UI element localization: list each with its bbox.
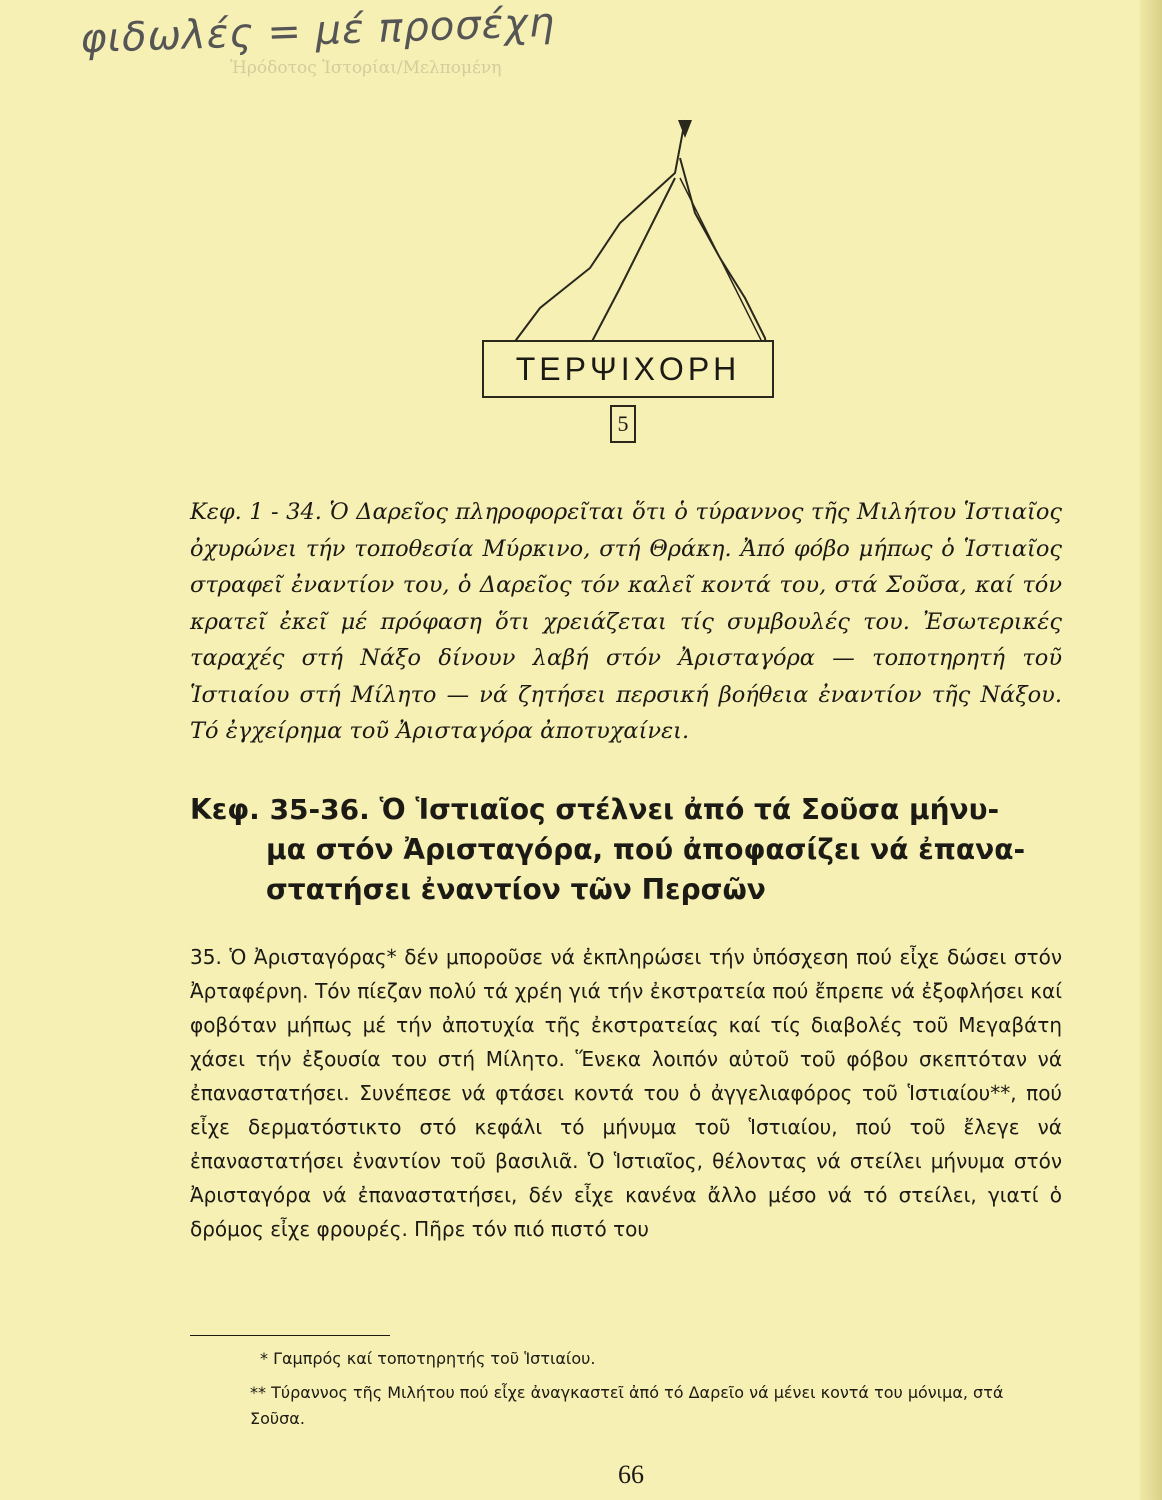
heading-line-3: στατήσει ἐναντίον τῶν Περσῶν [266, 873, 766, 906]
book-number: 5 [610, 405, 636, 443]
page-number: 66 [618, 1460, 644, 1489]
heading-line-1: Κεφ. 35-36. Ὁ Ἱστιαῖος στέλνει ἀπό τά Σοῦσα μήνυ- [190, 793, 1000, 826]
chapter-summary: Κεφ. 1 - 34. Ὁ Δαρεῖος πληροφορεῖται ὅτι ὁ τύραννος τῆς Μιλήτου Ἱστιαῖος ὀχυρώνει τήν τοποθεσία Μύρκινο, στή Θράκη. Ἀπό φόβο μήπως ὁ Ἱστιαῖος στραφεῖ ἐναντίον του, ὁ Δαρεῖος τόν καλεῖ κοντά του, στά Σοῦσα, καί τόν κρατεῖ ἐκεῖ μέ πρόφαση ὅτι χρειάζεται τίς συμβουλές του. Ἐσωτερικές ταραχές στή Νάξο δίνουν λαβή στόν Ἀρισταγόρα — τοποτηρητή τοῦ Ἱστιαίου στή Μίλητο — νά ζητήσει περσική βοήθεια ἐναντίον τῆς Νάξου. Τό ἐγχείρημα τοῦ Ἀρισταγόρα ἀποτυχαίνει. [190, 499, 1062, 744]
handwritten-note: φιδωλές = μέ προσέχη [79, 0, 557, 63]
heading-line-2: μα στόν Ἀρισταγόρα, πού ἀποφασίζει νά ἐπανα- [266, 833, 1026, 866]
footnote-divider [190, 1335, 390, 1336]
body-paragraph: 35. Ὁ Ἀρισταγόρας* δέν μποροῦσε νά ἐκπληρώσει τήν ὑπόσχεση πού εἶχε δώσει στόν Ἀρταφέρνη. Τόν πίεζαν πολύ τά χρέη γιά τήν ἐκστρατεία πού ἔπρεπε νά ἐξοφλήσει καί φοβόταν μήπως μέ τήν ἀποτυχία τῆς ἐκστρατείας καί τίς διαβολές τοῦ Μεγαβάτη χάσει τήν ἐξουσία του στή Μίλητο. Ἕνεκα λοιπόν αὐτοῦ τοῦ φόβου σκεπτόταν νά ἐπαναστατήσει. Συνέπεσε νά φτάσει κοντά του ὁ ἀγγελιαφόρος τοῦ Ἱστιαίου**, πού εἶχε δερματόστικτο στό κεφάλι τό μήνυμα τοῦ Ἱστιαίου, πού τοῦ ἔλεγε νά ἐπαναστατήσει ἐναντίον τοῦ βασιλιᾶ. Ὁ Ἱστιαῖος, θέλοντας νά στείλει μήνυμα στόν Ἀρισταγόρα νά ἐπαναστατήσει, δέν εἶχε κανένα ἄλλο μέσο νά τό στείλει, γιατί ὁ δρόμος εἶχε φρουρές. Πῆρε τόν πιό πιστό του [190, 945, 1062, 1241]
book-title: ΤΕΡΨΙΧΟΡΗ [482, 340, 774, 398]
footnote-1: * Γαμπρός καί τοποτηρητής τοῦ Ἱστιαίου. [260, 1349, 596, 1368]
section-heading [190, 790, 1062, 910]
show-through-running-head: Ἡρόδοτος Ἱστορίαι/Μελπομένη [230, 58, 502, 78]
scan-edge [1140, 0, 1162, 1500]
footnote-2: ** Τύραννος τῆς Μιλήτου πού εἶχε ἀναγκαστεῖ ἀπό τό Δαρεῖο νά μένει κοντά του μόνιμα, στά Σοῦσα. [250, 1383, 1004, 1428]
